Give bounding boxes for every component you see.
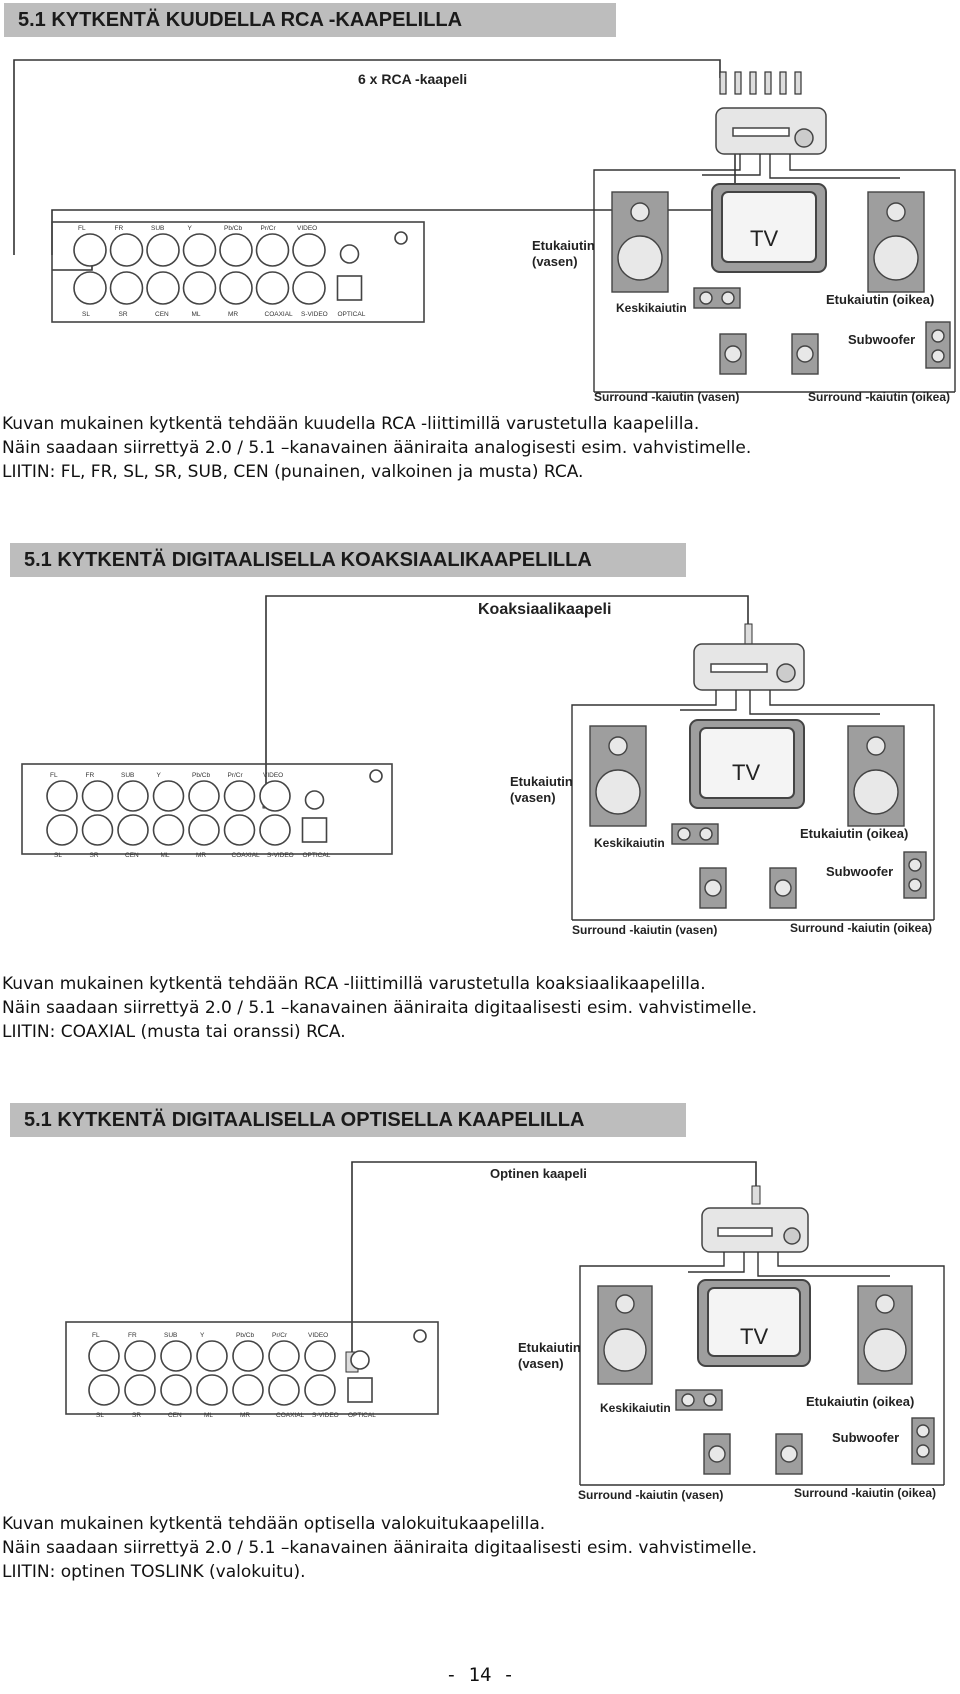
jack-label-top: FR <box>114 225 124 232</box>
jack-bottom <box>111 272 143 304</box>
jack-bottom <box>197 1375 227 1405</box>
connection-diagram <box>0 0 960 410</box>
jack-label-bottom: SL <box>96 1412 104 1419</box>
front-left-label-2: (vasen) <box>518 1356 564 1371</box>
center-label: Keskikaiutin <box>600 1401 671 1415</box>
front-right-label: Etukaiutin (oikea) <box>826 292 935 307</box>
center-label: Keskikaiutin <box>616 301 687 315</box>
jack-label-top: Pr/Cr <box>227 772 243 779</box>
jack-label-top: Pb/Cb <box>224 225 243 232</box>
surround-right-label: Surround -kaiutin (oikea) <box>794 1486 937 1500</box>
coaxial-cable <box>266 596 748 802</box>
description-line-1: Kuvan mukainen kytkentä tehdään kuudella RCA -liittimillä varustetulla kaapelilla. <box>2 414 700 434</box>
amplifier <box>702 1208 808 1252</box>
section-title: 5.1 KYTKENTÄ KUUDELLA RCA -KAAPELILLA <box>4 3 616 37</box>
jack-label-bottom: MR <box>196 852 207 859</box>
jack-label-top: Y <box>156 772 161 779</box>
front-right-speaker <box>858 1286 912 1384</box>
jack-bottom <box>220 272 252 304</box>
jack-label-top: Y <box>200 1332 205 1339</box>
jack-label-bottom: COAXIAL <box>276 1412 305 1419</box>
jack-label-bottom: CEN <box>125 852 139 859</box>
front-right-speaker <box>848 726 904 826</box>
front-left-label: Etukaiutin <box>510 774 573 789</box>
jack-top <box>74 234 106 266</box>
player-jacks <box>89 1341 372 1405</box>
jack-label-bottom: SL <box>54 852 62 859</box>
jack-top <box>233 1341 263 1371</box>
jack-top <box>269 1341 299 1371</box>
center-label: Keskikaiutin <box>594 836 665 850</box>
front-left-label-2: (vasen) <box>510 790 556 805</box>
surround-right-label: Surround -kaiutin (oikea) <box>808 390 951 404</box>
jack-top <box>161 1341 191 1371</box>
jack-top <box>89 1341 119 1371</box>
jack-top <box>197 1341 227 1371</box>
front-right-label: Etukaiutin (oikea) <box>800 826 909 841</box>
jack-label-top: FR <box>128 1332 137 1339</box>
surround-right-label: Surround -kaiutin (oikea) <box>790 921 933 935</box>
rca-plugs-amp <box>720 72 801 94</box>
svideo-jack <box>351 1351 369 1369</box>
tv-label: TV <box>740 1324 769 1349</box>
jack-top <box>305 1341 335 1371</box>
amplifier <box>716 108 826 154</box>
jack-top <box>154 781 184 811</box>
cable-label: Optinen kaapeli <box>490 1166 587 1181</box>
optical-jack <box>348 1378 372 1402</box>
jack-label-top: VIDEO <box>263 772 284 779</box>
jack-bottom <box>125 1375 155 1405</box>
front-left-speaker <box>612 192 668 292</box>
center-speaker <box>676 1390 722 1410</box>
subwoofer-label: Subwoofer <box>826 864 894 879</box>
center-speaker <box>694 288 740 308</box>
jack-top <box>83 781 113 811</box>
front-right-speaker <box>868 192 924 292</box>
surround-left-speaker <box>700 868 726 908</box>
jack-label-bottom: SR <box>118 311 128 318</box>
jack-top <box>111 234 143 266</box>
jack-label-bottom: SR <box>132 1412 142 1419</box>
jack-label-top: Pr/Cr <box>260 225 276 232</box>
description-line-1: Kuvan mukainen kytkentä tehdään RCA -liittimillä varustetulla koaksiaalikaapelilla. <box>2 974 706 994</box>
section-coaxial <box>0 540 960 1040</box>
jack-top <box>225 781 255 811</box>
cable-label: Koaksiaalikaapeli <box>478 601 612 618</box>
jack-bottom <box>154 815 184 845</box>
jack-label-top: Y <box>187 225 192 232</box>
jack-bottom <box>293 272 325 304</box>
jack-label-top: SUB <box>164 1332 178 1339</box>
jack-label-bottom: SL <box>82 311 90 318</box>
jack-label-bottom: COAXIAL <box>231 852 260 859</box>
surround-left-speaker <box>720 334 746 374</box>
jack-top <box>184 234 216 266</box>
jack-bottom <box>83 815 113 845</box>
jack-label-bottom: MR <box>228 311 239 318</box>
jack-top <box>189 781 219 811</box>
jack-top <box>118 781 148 811</box>
section-rca <box>0 0 960 480</box>
subwoofer-label: Subwoofer <box>848 332 916 347</box>
jack-bottom <box>269 1375 299 1405</box>
subwoofer-speaker <box>912 1418 934 1464</box>
jack-bottom <box>161 1375 191 1405</box>
description-line-3: LIITIN: optinen TOSLINK (valokuitu). <box>2 1562 306 1582</box>
subwoofer-speaker <box>904 852 926 898</box>
player-jack-labels-top <box>78 225 317 232</box>
svideo-jack <box>306 791 324 809</box>
tv-label: TV <box>750 226 779 251</box>
description-line-2: Näin saadaan siirrettyä 2.0 / 5.1 –kanavainen ääniraita digitaalisesti esim. vahvistimelle. <box>2 1538 757 1558</box>
jack-label-bottom: OPTICAL <box>348 1412 376 1419</box>
jack-top <box>260 781 290 811</box>
jack-label-bottom: S-VIDEO <box>267 852 294 859</box>
jack-bottom <box>184 272 216 304</box>
front-left-label-2: (vasen) <box>532 254 578 269</box>
jack-label-top: FL <box>78 225 86 232</box>
jack-bottom <box>225 815 255 845</box>
optical-jack <box>303 818 327 842</box>
jack-bottom <box>189 815 219 845</box>
section-title: 5.1 KYTKENTÄ DIGITAALISELLA OPTISELLA KAAPELILLA <box>10 1103 686 1137</box>
description-line-1: Kuvan mukainen kytkentä tehdään optisella valokuitukaapelilla. <box>2 1514 546 1534</box>
jack-label-bottom: CEN <box>155 311 169 318</box>
jack-label-top: FL <box>92 1332 100 1339</box>
surround-left-label: Surround -kaiutin (vasen) <box>594 390 740 404</box>
jack-label-bottom: S-VIDEO <box>301 311 328 318</box>
jack-bottom <box>257 272 289 304</box>
surround-right-speaker <box>770 868 796 908</box>
player-jack-labels-bottom <box>54 852 331 859</box>
subwoofer-speaker <box>926 322 950 368</box>
description-line-2: Näin saadaan siirrettyä 2.0 / 5.1 –kanavainen ääniraita analogisesti esim. vahvistimelle. <box>2 438 752 458</box>
description-line-2: Näin saadaan siirrettyä 2.0 / 5.1 –kanavainen ääniraita digitaalisesti esim. vahvistimelle. <box>2 998 757 1018</box>
jack-label-bottom: S-VIDEO <box>312 1412 339 1419</box>
jack-label-top: FL <box>50 772 58 779</box>
subwoofer-label: Subwoofer <box>832 1430 900 1445</box>
player-jack-labels-bottom <box>96 1412 376 1419</box>
surround-right-speaker <box>776 1434 802 1474</box>
jack-label-bottom: SR <box>89 852 99 859</box>
amplifier <box>694 644 804 690</box>
description-line-3: LIITIN: FL, FR, SL, SR, SUB, CEN (punainen, valkoinen ja musta) RCA. <box>2 462 584 482</box>
surround-left-label: Surround -kaiutin (vasen) <box>578 1488 724 1502</box>
connection-diagram <box>0 540 960 950</box>
tv <box>698 1280 810 1366</box>
front-left-label: Etukaiutin <box>518 1340 581 1355</box>
tv-label: TV <box>732 760 761 785</box>
jack-label-top: SUB <box>151 225 165 232</box>
optical-plug-amp <box>752 1186 760 1204</box>
jack-label-bottom: COAXIAL <box>264 311 293 318</box>
jack-label-top: Pr/Cr <box>272 1332 288 1339</box>
jack-label-top: VIDEO <box>297 225 318 232</box>
jack-label-bottom: OPTICAL <box>337 311 366 318</box>
jack-label-top: VIDEO <box>308 1332 329 1339</box>
section-optical <box>0 1100 960 1590</box>
jack-label-top: FR <box>85 772 95 779</box>
surround-left-label: Surround -kaiutin (vasen) <box>572 923 718 937</box>
front-left-speaker <box>590 726 646 826</box>
jack-label-top: Pb/Cb <box>236 1332 255 1339</box>
player-jack-labels-top <box>92 1332 328 1339</box>
front-left-label: Etukaiutin <box>532 238 595 253</box>
description-line-3: LIITIN: COAXIAL (musta tai oranssi) RCA. <box>2 1022 346 1042</box>
jack-label-bottom: ML <box>160 852 170 859</box>
jack-label-top: Pb/Cb <box>192 772 211 779</box>
jack-label-bottom: MR <box>240 1412 251 1419</box>
jack-label-bottom: ML <box>204 1412 214 1419</box>
jack-label-bottom: OPTICAL <box>302 852 331 859</box>
cable-label: 6 x RCA -kaapeli <box>358 71 468 87</box>
front-right-label: Etukaiutin (oikea) <box>806 1394 915 1409</box>
player-jacks <box>47 781 327 845</box>
surround-left-speaker <box>704 1434 730 1474</box>
page-number: - 14 - <box>445 1664 515 1686</box>
jack-bottom <box>233 1375 263 1405</box>
jack-bottom <box>118 815 148 845</box>
jack-label-top: SUB <box>121 772 135 779</box>
jack-bottom <box>47 815 77 845</box>
jack-top <box>257 234 289 266</box>
front-left-speaker <box>598 1286 652 1384</box>
center-speaker <box>672 824 718 844</box>
jack-bottom <box>147 272 179 304</box>
jack-top <box>47 781 77 811</box>
jack-top <box>220 234 252 266</box>
surround-right-speaker <box>792 334 818 374</box>
jack-bottom <box>74 272 106 304</box>
jack-top <box>293 234 325 266</box>
section-title: 5.1 KYTKENTÄ DIGITAALISELLA KOAKSIAALIKAAPELILLA <box>10 543 686 577</box>
jack-bottom <box>89 1375 119 1405</box>
player-jacks <box>74 234 362 304</box>
coaxial-plug-amp <box>745 624 752 644</box>
jack-bottom <box>260 815 290 845</box>
svideo-jack <box>341 245 359 263</box>
jack-top <box>125 1341 155 1371</box>
jack-bottom <box>305 1375 335 1405</box>
optical-jack <box>338 276 362 300</box>
player-jack-labels-top <box>50 772 283 779</box>
connection-diagram <box>0 1100 960 1510</box>
jack-label-bottom: CEN <box>168 1412 182 1419</box>
jack-top <box>147 234 179 266</box>
player-jack-labels-bottom <box>82 311 366 318</box>
jack-label-bottom: ML <box>191 311 201 318</box>
